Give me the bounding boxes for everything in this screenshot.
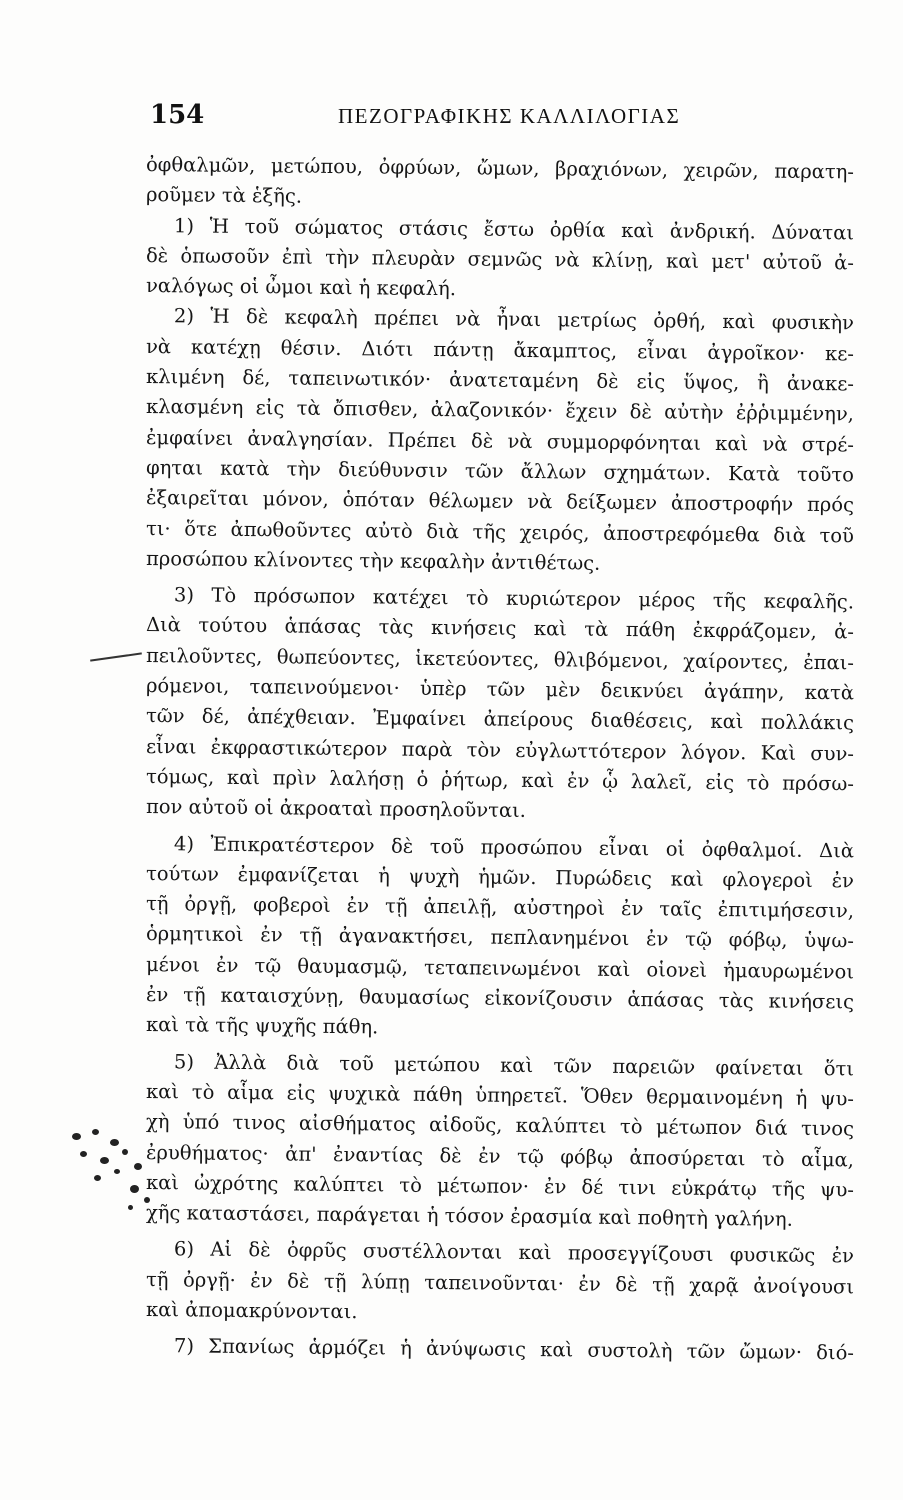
text-line: τι· ὅτε ἀπωθοῦντες αὐτὸ διὰ τῆς χειρός, ἀποστρεφόμεθα διὰ τοῦ xyxy=(145,516,855,547)
text-line: Διὰ τούτου ἁπάσας τὰς κινήσεις καὶ τὰ πάθη ἐκφράζομεν, ἀ- xyxy=(145,613,855,644)
margin-dash-mark xyxy=(90,652,142,661)
text-line: καὶ ὠχρότης καλύπτει τὸ μέτωπον· ἐν δέ τινι εὐκράτῳ τῆς ψυ- xyxy=(145,1170,855,1202)
page-header xyxy=(150,96,850,136)
text-line: ρόμενοι, ταπεινούμενοι· ὑπὲρ τῶν μὲν δεικνύει ἀγάπην, κατὰ xyxy=(145,674,855,705)
text-line: κλασμένη εἰς τὰ ὄπισθεν, ἀλαζονικόν· ἔχειν δὲ αὐτὴν ἐῤῥιμμένην, xyxy=(145,395,855,426)
text-line: ὁρμητικοὶ ἐν τῇ ἀγανακτήσει, πεπλανημένοι ἐν τῷ φόβῳ, ὑψω- xyxy=(145,922,855,953)
text-line: τούτων ἐμφανίζεται ἡ ψυχὴ ἡμῶν. Πυρώδεις καὶ φλογεροὶ ἐν xyxy=(145,861,855,893)
text-line: καὶ ἀπομακρύνονται. xyxy=(145,1297,358,1324)
text-line: καὶ τὰ τῆς ψυχῆς πάθη. xyxy=(145,1013,379,1039)
paragraph-6-start: 6) Αἱ δὲ ὀφρῦς συστέλλονται καὶ προσεγγίζουσι φυσικῶς ἐν xyxy=(173,1237,855,1268)
text-line: ἐν τῇ καταισχύνῃ, θαυμασίως εἰκονίζουσιν ἁπάσας τὰς κινήσεις xyxy=(145,983,855,1014)
text-line: τῇ ὀργῇ· ἐν δὲ τῇ λύπῃ ταπεινοῦνται· ἐν δὲ τῇ χαρᾷ ἀνοίγουσι xyxy=(145,1267,855,1299)
body-text xyxy=(145,150,855,1365)
text-line: ναλόγως οἱ ὦμοι καὶ ἡ κεφαλή. xyxy=(145,274,457,301)
paragraph-3-start: 3) Τὸ πρόσωπον κατέχει τὸ κυριώτερον μέρος τῆς κεφαλῆς. xyxy=(173,583,855,614)
text-line: τῇ ὀργῇ, φοβεροὶ ἐν τῇ ἀπειλῇ, αὐστηροὶ ἐν ταῖς ἐπιτιμήσεσιν, xyxy=(145,892,855,923)
text-line: τῶν δέ, ἀπέχθειαν. Ἐμφαίνει ἀπείρους διαθέσεις, καὶ πολλάκις xyxy=(145,704,855,735)
page-number: 154 xyxy=(150,100,205,130)
text-line: πον αὐτοῦ οἱ ἀκροαταὶ προσηλοῦνται. xyxy=(145,795,527,823)
text-line: τόμως, καὶ πρὶν λαλήσῃ ὁ ῥήτωρ, καὶ ἐν ᾧ λαλεῖ, εἰς τὸ πρόσω- xyxy=(145,764,855,796)
text-line: κλιμένη δέ, ταπεινωτικόν· ἀνατεταμένη δὲ εἰς ὕψος, ἢ ἀνακε- xyxy=(145,365,855,396)
text-line: δὲ ὁπωσοῦν ἐπὶ τὴν πλευρὰν σεμνῶς νὰ κλίνῃ, καὶ μετ' αὐτοῦ ἀ- xyxy=(145,243,855,275)
text-line: νὰ κατέχῃ θέσιν. Διότι πάντῃ ἄκαμπτος, εἶναι ἀγροῖκον· κε- xyxy=(145,334,855,366)
text-line: πειλοῦντες, θωπεύοντες, ἱκετεύοντες, θλιβόμενοι, χαίροντες, ἐπαι- xyxy=(145,643,855,675)
paragraph-7-start: 7) Σπανίως ἁρμόζει ἡ ἀνύψωσις καὶ συστολὴ τῶν ὤμων· διό- xyxy=(173,1334,855,1365)
running-head: ΠΕΖΟΓΡΑΦΙΚΗΣ ΚΑΛΛΙΛΟΓΙΑΣ xyxy=(338,104,681,128)
text-line: προσώπου κλίνοντες τὴν κεφαλὴν ἀντιθέτως. xyxy=(145,546,601,575)
paragraph-5-start: 5) Ἀλλὰ διὰ τοῦ μετώπου καὶ τῶν παρειῶν φαίνεται ὅτι xyxy=(173,1049,855,1081)
text-line: ἐρυθήματος· ἀπ' ἐναντίας δὲ ἐν τῷ φόβῳ ἀποσύρεται τὸ αἷμα, xyxy=(145,1140,855,1171)
paragraph-4-start: 4) Ἐπικρατέστερον δὲ τοῦ προσώπου εἶναι οἱ ὀφθαλμοί. Διὰ xyxy=(173,831,855,862)
text-line: μένοι ἐν τῷ θαυμασμῷ, τεταπεινωμένοι καὶ οἱονεὶ ἠμαυρωμένοι xyxy=(145,952,855,984)
text-line: ἐξαιρεῖται μόνον, ὁπόταν θέλωμεν νὰ δείξωμεν ἀποστροφήν πρός xyxy=(145,486,855,517)
text-line: ἐμφαίνει ἀναλγησίαν. Πρέπει δὲ νὰ συμμορφόνηται καὶ νὰ στρέ- xyxy=(145,425,855,457)
paragraph-2-start: 2) Ἡ δὲ κεφαλὴ πρέπει νὰ ἦναι μετρίως ὀρθή, καὶ φυσικὴν xyxy=(173,304,855,335)
text-line: ὀφθαλμῶν, μετώπου, ὀφρύων, ὤμων, βραχιόνων, χειρῶν, παρατη- xyxy=(145,153,855,184)
text-line: ροῦμεν τὰ ἑξῆς. xyxy=(145,183,303,208)
text-line: χὴ ὑπό τινος αἰσθήματος αἰδοῦς, καλύπτει τὸ μέτωπον διά τινος xyxy=(145,1110,855,1141)
paragraph-1-start: 1) Ἡ τοῦ σώματος στάσις ἔστω ὀρθία καὶ ἀνδρική. Δύναται xyxy=(173,213,855,245)
text-line: φηται κατὰ τὴν διεύθυνσιν τῶν ἄλλων σχημάτων. Κατὰ τοῦτο xyxy=(145,455,855,487)
text-line: καὶ τὸ αἷμα εἰς ψυχικὰ πάθη ὑπηρετεῖ. Ὅθεν θερμαινομένη ἡ ψυ- xyxy=(145,1079,855,1111)
text-line: χῆς καταστάσει, παράγεται ἡ τόσον ἐρασμία καὶ ποθητὴ γαλήνη. xyxy=(145,1201,793,1231)
text-line: εἶναι ἐκφραστικώτερον παρὰ τὸν εὐγλωττότερον λόγον. Καὶ συν- xyxy=(145,734,855,766)
